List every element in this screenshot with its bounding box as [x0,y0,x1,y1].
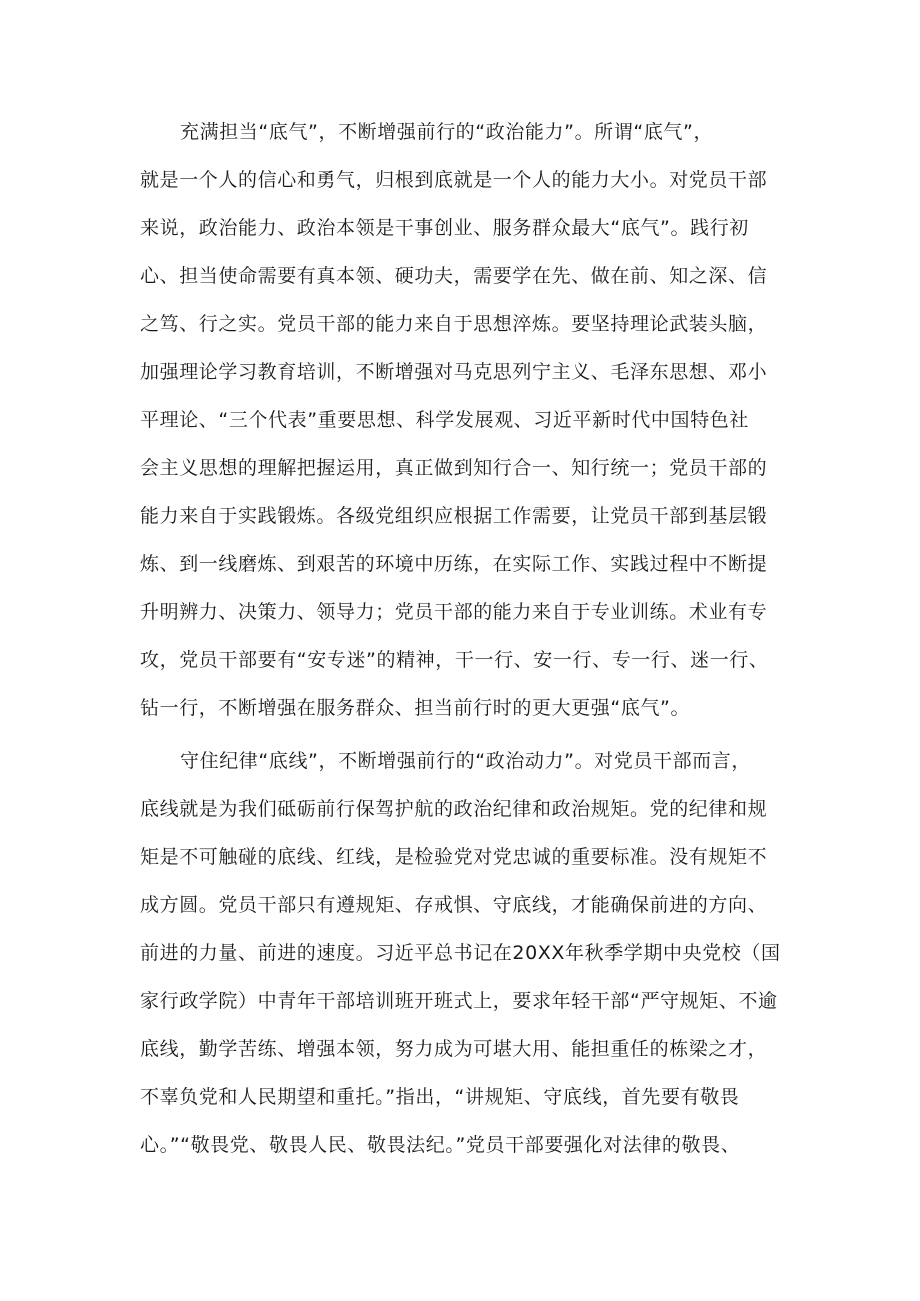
text-line: 不辜负党和人民期望和重托。”指出，“讲规矩、守底线，首先要有敬畏 [140,1086,740,1108]
text-line: 升明辨力、决策力、领导力；党员干部的能力来自于专业训练。术业有专 [140,601,768,623]
text-line: 前进的力量、前进的速度。习近平总书记在20XX年秋季学期中央党校（国 [140,942,781,964]
text-line: 心、担当使命需要有真本领、硬功夫，需要学在先、做在前、知之深、信 [140,265,768,287]
text-line: 来说，政治能力、政治本领是干事创业、服务群众最大“底气”。践行初 [140,217,749,239]
text-line: 就是一个人的信心和勇气，归根到底就是一个人的能力大小。对党员干部 [140,169,768,191]
text-line: 加强理论学习教育培训，不断增强对马克思列宁主义、毛泽东思想、邓小 [140,361,768,383]
text-line: 成方圆。党员干部只有遵规矩、存戒惧、守底线，才能确保前进的方向、 [140,894,768,916]
text-line: 炼、到一线磨炼、到艰苦的环境中历练，在实际工作、实践过程中不断提 [140,553,768,575]
paragraph-political-ability [140,108,800,732]
text-line: 家行政学院）中青年干部培训班开班式上，要求年轻干部“严守规矩、不逾 [140,990,778,1012]
text-line: 攻，党员干部要有“安专迷”的精神，干一行、安一行、专一行、迷一行、 [140,649,769,671]
text-line: 心。”“敬畏党、敬畏人民、敬畏法纪。”党员干部要强化对法律的敬畏、 [140,1134,741,1156]
text-line: 之笃、行之实。党员干部的能力来自于思想淬炼。要坚持理论武装头脑， [140,313,768,335]
text-line: 矩是不可触碰的底线、红线，是检验党对党忠诚的重要标准。没有规矩不 [140,846,768,868]
text-line: 会主义思想的理解把握运用，真正做到知行合一、知行统一；党员干部的 [140,457,768,479]
text-line: 钻一行，不断增强在服务群众、担当前行时的更大更强“底气”。 [140,697,691,719]
text-line: 平理论、“三个代表”重要思想、科学发展观、习近平新时代中国特色社 [140,409,749,431]
paragraph-political-discipline [140,737,800,1169]
text-line: 底线就是为我们砥砺前行保驾护航的政治纪律和政治规矩。党的纪律和规 [140,798,768,820]
text-line: 底线，勤学苦练、增强本领，努力成为可堪大用、能担重任的栋梁之才， [140,1038,768,1060]
text-line: 能力来自于实践锻炼。各级党组织应根据工作需要，让党员干部到基层锻 [140,505,768,527]
text-line: 充满担当“底气”，不断增强前行的“政治能力”。所谓“底气”， [180,121,714,143]
text-line: 守住纪律“底线”，不断增强前行的“政治动力”。对党员干部而言， [180,750,751,772]
